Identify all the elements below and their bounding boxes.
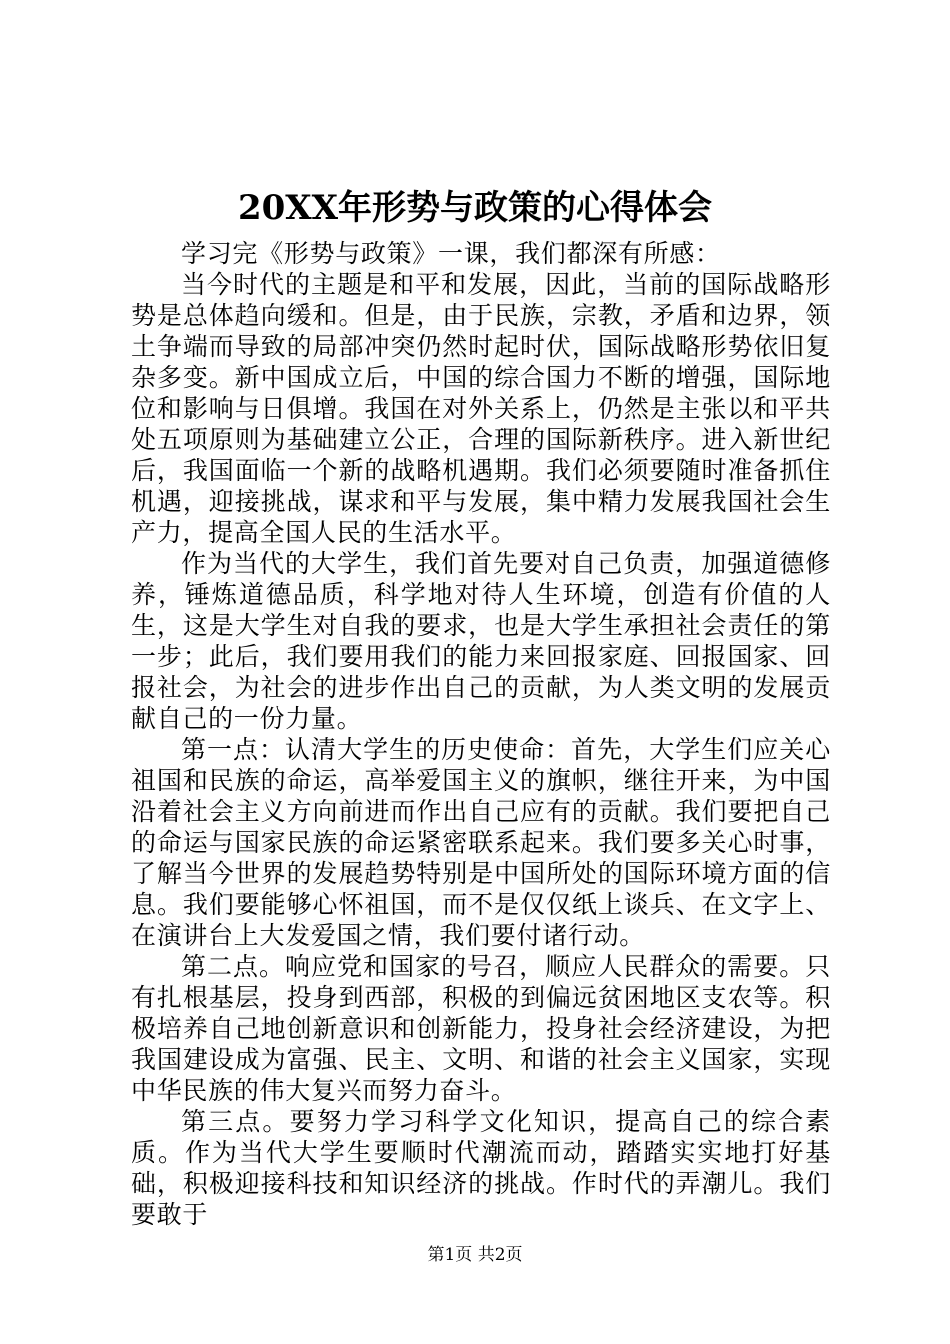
paragraph-world-situation: 当今时代的主题是和平和发展，因此，当前的国际战略形势是总体趋向缓和。但是，由于民族，宗教，矛盾和边界，领土争端而导致的局部冲突仍然时起时伏，国际战略形势依旧复杂多变。新中国成立后，中国的综合国力不断的增强，国际地位和影响与日俱增。我国在对外关系上，仍然是主张以和平共处五项原则为基础建立公正，合理的国际新秩序。进入新世纪后，我国面临一个新的战略机遇期。我们必须要随时准备抓住机遇，迎接挑战，谋求和平与发展，集中精力发展我国社会生产力，提高全国人民的生活水平。 (131, 270, 831, 547)
paragraph-student-responsibility: 作为当代的大学生，我们首先要对自己负责，加强道德修养，锤炼道德品质，科学地对待人生环境，创造有价值的人生，这是大学生对自我的要求，也是大学生承担社会责任的第一步；此后，我们要用我们的能力来回报家庭、回报国家、回报社会，为社会的进步作出自己的贡献，为人类文明的发展贡献自己的一份力量。 (131, 549, 831, 733)
document-body (131, 238, 831, 1230)
paragraph-point-two: 第二点。响应党和国家的号召，顺应人民群众的需要。只有扎根基层，投身到西部，积极的到偏远贫困地区支农等。积极培养自己地创新意识和创新能力，投身社会经济建设，为把我国建设成为富强、民主、文明、和谐的社会主义国家，实现中华民族的伟大复兴而努力奋斗。 (131, 952, 831, 1105)
page-number-footer: 第1页 共2页 (427, 1245, 523, 1265)
document-title: 20XX年形势与政策的心得体会 (237, 188, 713, 228)
paragraph-point-one: 第一点：认清大学生的历史使命：首先，大学生们应关心祖国和民族的命运，高举爱国主义的旗帜，继往开来，为中国沿着社会主义方向前进而作出自己应有的贡献。我们要把自己的命运与国家民族的命运紧密联系起来。我们要多关心时事，了解当今世界的发展趋势特别是中国所处的国际环境方面的信息。我们要能够心怀祖国，而不是仅仅纸上谈兵、在文字上、在演讲台上大发爱国之情，我们要付诸行动。 (131, 735, 831, 950)
paragraph-intro: 学习完《形势与政策》一课，我们都深有所感： (181, 239, 721, 268)
paragraph-point-three: 第三点。要努力学习科学文化知识，提高自己的综合素质。作为当代大学生要顺时代潮流而动，踏踏实实地打好基础，积极迎接科技和知识经济的挑战。作时代的弄潮儿。我们要敢于 (131, 1107, 831, 1229)
